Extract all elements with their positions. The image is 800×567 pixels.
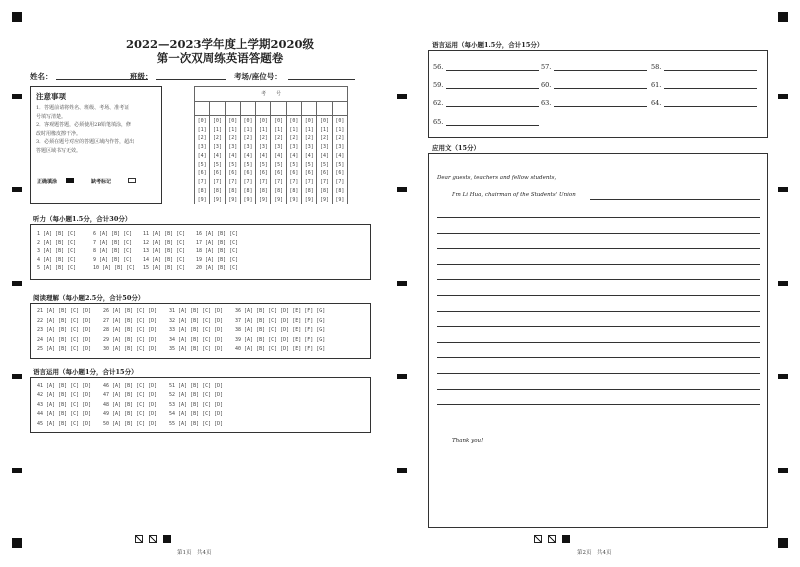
page-title-line2: 第一次双周练英语答题卷 xyxy=(156,51,284,65)
answer-item[interactable]: 5 [A] [B] [C] xyxy=(37,265,77,272)
id-digit-bubble[interactable]: [9] xyxy=(225,195,240,204)
id-digit-bubble[interactable]: [9] xyxy=(302,195,317,204)
id-digit-bubble[interactable]: [7] xyxy=(332,178,347,187)
id-digit-bubble[interactable]: [6] xyxy=(332,169,347,178)
id-digit-bubble[interactable]: [9] xyxy=(317,195,332,204)
answer-item[interactable]: 15 [A] [B] [C] xyxy=(143,265,186,272)
writing-opening: I'm Li Hua, chairman of the Students' Union xyxy=(452,192,576,198)
id-digit-bubble[interactable]: [8] xyxy=(332,186,347,195)
answer-item[interactable]: 44 [A] [B] [C] [D] xyxy=(37,411,92,418)
answer-item[interactable]: 27 [A] [B] [C] [D] xyxy=(103,317,158,324)
id-digit-bubble[interactable]: [0] xyxy=(332,116,347,125)
id-grid-header: 考 号 xyxy=(195,87,348,102)
id-digit-bubble[interactable]: [3] xyxy=(271,143,286,152)
id-digit-bubble[interactable]: [4] xyxy=(332,151,347,160)
timing-mark xyxy=(778,94,788,99)
notice-box xyxy=(30,86,162,204)
answer-item[interactable]: 16 [A] [B] [C] xyxy=(196,231,239,237)
page-number-1: 第1页 共4页 xyxy=(177,550,212,556)
id-digit-bubble[interactable]: [4] xyxy=(271,151,286,160)
id-digit-bubble[interactable]: [9] xyxy=(210,195,225,204)
id-digit-bubble[interactable]: [2] xyxy=(225,134,240,143)
id-digit-bubble[interactable]: [0] xyxy=(195,116,210,125)
id-grid-write-cell[interactable] xyxy=(225,101,240,116)
id-digit-bubble[interactable]: [6] xyxy=(195,169,210,178)
page-icon-crossed xyxy=(135,535,143,543)
id-digit-bubble[interactable]: [4] xyxy=(195,151,210,160)
fill-blank-number: 60. xyxy=(541,81,552,89)
correct-fill-sample xyxy=(66,178,74,183)
writing-salutation: Dear guests, teachers and fellow students， xyxy=(437,175,560,181)
id-digit-bubble[interactable]: [8] xyxy=(317,186,332,195)
id-digit-bubble[interactable]: [1] xyxy=(302,125,317,134)
answer-item[interactable]: 38 [A] [B] [C] [D] [E] [F] [G] xyxy=(235,327,326,334)
fill-blank-line[interactable] xyxy=(446,99,539,107)
id-digit-bubble[interactable]: [4] xyxy=(210,151,225,160)
timing-mark xyxy=(12,94,22,99)
writing-line[interactable] xyxy=(437,404,760,405)
writing-label: 应用文（15分） xyxy=(432,144,481,152)
id-digit-bubble[interactable]: [1] xyxy=(332,125,347,134)
id-grid-write-cell[interactable] xyxy=(317,101,332,116)
answer-item[interactable]: 14 [A] [B] [C] xyxy=(143,256,186,263)
id-digit-bubble[interactable]: [1] xyxy=(286,125,301,134)
id-digit-bubble[interactable]: [7] xyxy=(302,178,317,187)
id-digit-bubble[interactable]: [5] xyxy=(317,160,332,169)
id-digit-bubble[interactable]: [0] xyxy=(225,116,240,125)
page-icon-crossed xyxy=(149,535,157,543)
answer-item[interactable]: 26 [A] [B] [C] [D] xyxy=(103,308,158,314)
answer-column xyxy=(103,308,157,356)
id-digit-bubble[interactable]: [0] xyxy=(271,116,286,125)
id-digit-bubble[interactable]: [9] xyxy=(332,195,347,204)
writing-line[interactable] xyxy=(437,295,760,296)
answer-column xyxy=(235,308,325,356)
id-digit-bubble[interactable]: [9] xyxy=(195,195,210,204)
answer-item[interactable]: 54 [A] [B] [C] [D] xyxy=(169,411,224,418)
id-digit-bubble[interactable]: [1] xyxy=(317,125,332,134)
id-digit-bubble[interactable]: [5] xyxy=(225,160,240,169)
fill-blank-number: 58. xyxy=(651,63,662,71)
id-digit-bubble[interactable]: [8] xyxy=(195,186,210,195)
id-digit-bubble[interactable]: [3] xyxy=(240,143,255,152)
id-digit-bubble[interactable]: [8] xyxy=(302,186,317,195)
answer-item[interactable]: 55 [A] [B] [C] [D] xyxy=(169,420,224,427)
answer-item[interactable]: 17 [A] [B] [C] xyxy=(196,239,239,246)
answer-item[interactable]: 53 [A] [B] [C] [D] xyxy=(169,401,224,408)
answer-item[interactable]: 8 [A] [B] [C] xyxy=(93,248,133,255)
registration-mark xyxy=(12,12,22,22)
answer-column xyxy=(103,383,157,430)
answer-item[interactable]: 42 [A] [B] [C] [D] xyxy=(37,392,92,399)
id-digit-bubble[interactable]: [9] xyxy=(240,195,255,204)
id-digit-bubble[interactable]: [4] xyxy=(225,151,240,160)
answer-item[interactable]: 50 [A] [B] [C] [D] xyxy=(103,420,158,427)
absent-mark-label: 缺考标记 xyxy=(91,179,112,185)
id-digit-bubble[interactable]: [6] xyxy=(317,169,332,178)
answer-item[interactable]: 49 [A] [B] [C] [D] xyxy=(103,411,158,418)
answer-column xyxy=(37,231,76,274)
answer-item[interactable]: 46 [A] [B] [C] [D] xyxy=(103,383,158,389)
id-digit-bubble[interactable]: [6] xyxy=(256,169,271,178)
reading-label: 阅读理解（每小题2.5分，合计50分） xyxy=(33,294,145,302)
fill-blank-line[interactable] xyxy=(446,63,539,71)
timing-mark xyxy=(397,374,407,379)
id-digit-bubble[interactable]: [6] xyxy=(210,169,225,178)
id-digit-bubble[interactable]: [1] xyxy=(256,125,271,134)
writing-line[interactable] xyxy=(437,373,760,374)
writing-line[interactable] xyxy=(437,279,760,280)
id-digit-bubble[interactable]: [2] xyxy=(195,134,210,143)
id-digit-bubble[interactable]: [2] xyxy=(332,134,347,143)
id-grid-write-cell[interactable] xyxy=(286,101,301,116)
id-digit-bubble[interactable]: [7] xyxy=(271,178,286,187)
timing-mark xyxy=(397,468,407,473)
answer-item[interactable]: 52 [A] [B] [C] [D] xyxy=(169,392,224,399)
id-digit-bubble[interactable]: [8] xyxy=(286,186,301,195)
language-use-2-box xyxy=(428,50,768,138)
writing-line[interactable] xyxy=(437,217,760,218)
correct-fill-label: 正确填涂 xyxy=(37,179,58,185)
answer-item[interactable]: 25 [A] [B] [C] [D] xyxy=(37,346,92,353)
id-digit-bubble[interactable]: [8] xyxy=(271,186,286,195)
id-digit-bubble[interactable]: [5] xyxy=(302,160,317,169)
timing-mark xyxy=(778,187,788,192)
answer-item[interactable]: 11 [A] [B] [C] xyxy=(143,231,186,237)
timing-mark xyxy=(397,187,407,192)
answer-item[interactable]: 37 [A] [B] [C] [D] [E] [F] [G] xyxy=(235,317,326,324)
timing-mark xyxy=(778,281,788,286)
id-digit-bubble[interactable]: [1] xyxy=(271,125,286,134)
language-use-1-answer-box xyxy=(30,377,371,433)
id-digit-bubble[interactable]: [1] xyxy=(210,125,225,134)
id-digit-bubble[interactable]: [5] xyxy=(286,160,301,169)
id-digit-bubble[interactable]: [3] xyxy=(332,143,347,152)
id-digit-bubble[interactable]: [9] xyxy=(256,195,271,204)
id-digit-bubble[interactable]: [2] xyxy=(317,134,332,143)
id-digit-bubble[interactable]: [8] xyxy=(225,186,240,195)
answer-item[interactable]: 28 [A] [B] [C] [D] xyxy=(103,327,158,334)
language-use-2-label: 语言运用（每小题1.5分，合计15分） xyxy=(432,41,544,49)
notice-text: 1．答题前请将姓名、班级、考场、准考证 号填写清楚。 2．客观题答题，必须使用2B铅笔填涂，修 改时用橡皮擦干净。 3．必须在题号对应的答题区域内作答，超出 答题区域书写无效。 xyxy=(36,105,135,154)
answer-item[interactable]: 18 [A] [B] [C] xyxy=(196,248,239,255)
id-digit-bubble[interactable]: [8] xyxy=(210,186,225,195)
answer-item[interactable]: 23 [A] [B] [C] [D] xyxy=(37,327,92,334)
timing-mark xyxy=(12,468,22,473)
id-digit-bubble[interactable]: [4] xyxy=(302,151,317,160)
id-digit-bubble[interactable]: [5] xyxy=(271,160,286,169)
id-digit-bubble[interactable]: [5] xyxy=(195,160,210,169)
id-digit-bubble[interactable]: [7] xyxy=(256,178,271,187)
writing-line[interactable] xyxy=(437,342,760,343)
writing-line[interactable] xyxy=(437,264,760,265)
id-digit-bubble[interactable]: [6] xyxy=(271,169,286,178)
fill-blank-number: 61. xyxy=(651,81,662,89)
id-digit-bubble[interactable]: [2] xyxy=(240,134,255,143)
answer-item[interactable]: 3 [A] [B] [C] xyxy=(37,248,77,255)
id-digit-bubble[interactable]: [6] xyxy=(240,169,255,178)
name-label: 姓名： xyxy=(30,72,53,81)
page-icon-crossed xyxy=(534,535,542,543)
answer-item[interactable]: 24 [A] [B] [C] [D] xyxy=(37,336,92,343)
id-digit-bubble[interactable]: [1] xyxy=(240,125,255,134)
registration-mark xyxy=(778,12,788,22)
notice-title: 注意事项 xyxy=(36,92,66,101)
answer-column xyxy=(169,308,223,356)
answer-item[interactable]: 13 [A] [B] [C] xyxy=(143,248,186,255)
timing-mark xyxy=(778,468,788,473)
id-digit-bubble[interactable]: [7] xyxy=(240,178,255,187)
answer-item[interactable]: 41 [A] [B] [C] [D] xyxy=(37,383,92,389)
fill-blank-line[interactable] xyxy=(554,63,647,71)
answer-item[interactable]: 12 [A] [B] [C] xyxy=(143,239,186,246)
id-digit-bubble[interactable]: [7] xyxy=(286,178,301,187)
id-digit-bubble[interactable]: [0] xyxy=(240,116,255,125)
answer-item[interactable]: 43 [A] [B] [C] [D] xyxy=(37,401,92,408)
id-digit-bubble[interactable]: [0] xyxy=(210,116,225,125)
answer-item[interactable]: 51 [A] [B] [C] [D] xyxy=(169,383,224,389)
room-seat-label: 考场/座位号： xyxy=(234,72,282,81)
id-grid-write-cell[interactable] xyxy=(271,101,286,116)
timing-mark xyxy=(397,281,407,286)
absent-mark-checkbox[interactable] xyxy=(128,178,136,183)
id-grid-write-cell[interactable] xyxy=(210,101,225,116)
exam-id-grid xyxy=(194,86,348,204)
id-digit-bubble[interactable]: [8] xyxy=(256,186,271,195)
id-digit-bubble[interactable]: [0] xyxy=(286,116,301,125)
answer-item[interactable]: 33 [A] [B] [C] [D] xyxy=(169,327,224,334)
registration-mark xyxy=(778,538,788,548)
answer-column xyxy=(37,308,91,356)
id-grid-write-cell[interactable] xyxy=(332,101,347,116)
id-digit-bubble[interactable]: [8] xyxy=(240,186,255,195)
fill-blank-number: 64. xyxy=(651,99,662,107)
fill-blank-number: 63. xyxy=(541,99,552,107)
id-digit-bubble[interactable]: [2] xyxy=(302,134,317,143)
page-title-line1: 2022—2023学年度上学期2020级 xyxy=(125,37,315,51)
id-digit-bubble[interactable]: [2] xyxy=(271,134,286,143)
id-digit-bubble[interactable]: [9] xyxy=(286,195,301,204)
timing-mark xyxy=(778,374,788,379)
fill-blank-line[interactable] xyxy=(554,99,647,107)
id-digit-bubble[interactable]: [0] xyxy=(302,116,317,125)
page-number-2: 第2页 共4页 xyxy=(577,550,612,556)
answer-item[interactable]: 39 [A] [B] [C] [D] [E] [F] [G] xyxy=(235,336,326,343)
writing-closing: Thank you! xyxy=(452,438,484,444)
answer-item[interactable]: 34 [A] [B] [C] [D] xyxy=(169,336,224,343)
answer-column xyxy=(37,383,91,430)
id-digit-bubble[interactable]: [3] xyxy=(256,143,271,152)
answer-item[interactable]: 31 [A] [B] [C] [D] xyxy=(169,308,224,314)
registration-mark xyxy=(12,538,22,548)
id-digit-bubble[interactable]: [5] xyxy=(240,160,255,169)
answer-item[interactable]: 2 [A] [B] [C] xyxy=(37,239,77,246)
writing-line[interactable] xyxy=(437,233,760,234)
id-digit-bubble[interactable]: [7] xyxy=(225,178,240,187)
writing-line[interactable] xyxy=(437,357,760,358)
answer-item[interactable]: 1 [A] [B] [C] xyxy=(37,231,77,237)
id-grid-write-cell[interactable] xyxy=(302,101,317,116)
timing-mark xyxy=(12,374,22,379)
id-digit-bubble[interactable]: [5] xyxy=(256,160,271,169)
fill-blank-line[interactable] xyxy=(664,99,757,107)
language-use-1-label: 语言运用（每小题1分，合计15分） xyxy=(33,368,138,376)
fill-blank-number: 56. xyxy=(433,63,444,71)
writing-line[interactable] xyxy=(437,326,760,327)
answer-column xyxy=(93,231,135,274)
answer-column xyxy=(196,231,238,274)
id-grid-write-cell[interactable] xyxy=(256,101,271,116)
answer-column xyxy=(169,383,223,430)
answer-item[interactable]: 10 [A] [B] [C] xyxy=(93,265,136,272)
id-digit-bubble[interactable]: [7] xyxy=(210,178,225,187)
id-digit-bubble[interactable]: [5] xyxy=(210,160,225,169)
id-digit-bubble[interactable]: [0] xyxy=(317,116,332,125)
id-digit-bubble[interactable]: [0] xyxy=(256,116,271,125)
fill-blank-line[interactable] xyxy=(554,81,647,89)
id-digit-bubble[interactable]: [7] xyxy=(317,178,332,187)
answer-item[interactable]: 35 [A] [B] [C] [D] xyxy=(169,346,224,353)
answer-item[interactable]: 32 [A] [B] [C] [D] xyxy=(169,317,224,324)
fill-blank-line[interactable] xyxy=(664,81,757,89)
id-grid-write-cell[interactable] xyxy=(240,101,255,116)
answer-item[interactable]: 48 [A] [B] [C] [D] xyxy=(103,401,158,408)
class-field[interactable] xyxy=(156,71,226,80)
id-digit-bubble[interactable]: [4] xyxy=(286,151,301,160)
answer-item[interactable]: 40 [A] [B] [C] [D] [E] [F] [G] xyxy=(235,346,326,353)
id-digit-bubble[interactable]: [3] xyxy=(302,143,317,152)
id-digit-bubble[interactable]: [9] xyxy=(271,195,286,204)
id-digit-bubble[interactable]: [4] xyxy=(317,151,332,160)
id-digit-bubble[interactable]: [6] xyxy=(302,169,317,178)
answer-item[interactable]: 6 [A] [B] [C] xyxy=(93,231,133,237)
writing-box xyxy=(428,153,768,528)
answer-item[interactable]: 4 [A] [B] [C] xyxy=(37,256,77,263)
answer-item[interactable]: 29 [A] [B] [C] [D] xyxy=(103,336,158,343)
timing-mark xyxy=(397,94,407,99)
listening-label: 听力（每小题1.5分，合计30分） xyxy=(33,215,132,223)
writing-first-line[interactable] xyxy=(590,199,760,200)
id-digit-bubble[interactable]: [3] xyxy=(210,143,225,152)
answer-item[interactable]: 47 [A] [B] [C] [D] xyxy=(103,392,158,399)
answer-item[interactable]: 7 [A] [B] [C] xyxy=(93,239,133,246)
answer-item[interactable]: 20 [A] [B] [C] xyxy=(196,265,239,272)
info-row xyxy=(30,71,370,81)
room-seat-field[interactable] xyxy=(288,71,355,80)
answer-item[interactable]: 9 [A] [B] [C] xyxy=(93,256,133,263)
id-digit-bubble[interactable]: [7] xyxy=(195,178,210,187)
answer-item[interactable]: 22 [A] [B] [C] [D] xyxy=(37,317,92,324)
page-icon-filled xyxy=(562,535,570,543)
id-digit-bubble[interactable]: [2] xyxy=(210,134,225,143)
fill-blank-number: 57. xyxy=(541,63,552,71)
answer-column xyxy=(143,231,185,274)
writing-line[interactable] xyxy=(437,311,760,312)
id-digit-bubble[interactable]: [3] xyxy=(286,143,301,152)
fill-blank-number: 65. xyxy=(433,118,444,126)
id-digit-bubble[interactable]: [1] xyxy=(195,125,210,134)
page-icon-crossed xyxy=(548,535,556,543)
fill-blank-number: 62. xyxy=(433,99,444,107)
writing-line[interactable] xyxy=(437,389,760,390)
page-icon-filled xyxy=(163,535,171,543)
id-digit-bubble[interactable]: [1] xyxy=(225,125,240,134)
answer-item[interactable]: 45 [A] [B] [C] [D] xyxy=(37,420,92,427)
id-digit-bubble[interactable]: [4] xyxy=(240,151,255,160)
answer-item[interactable]: 21 [A] [B] [C] [D] xyxy=(37,308,92,314)
id-digit-bubble[interactable]: [3] xyxy=(195,143,210,152)
id-digit-bubble[interactable]: [4] xyxy=(256,151,271,160)
fill-blank-line[interactable] xyxy=(664,63,757,71)
fill-blank-number: 59. xyxy=(433,81,444,89)
listening-answer-box xyxy=(30,224,371,280)
id-digit-bubble[interactable]: [2] xyxy=(286,134,301,143)
id-digit-bubble[interactable]: [3] xyxy=(317,143,332,152)
answer-item[interactable]: 30 [A] [B] [C] [D] xyxy=(103,346,158,353)
reading-answer-box xyxy=(30,303,371,359)
class-label: 班级： xyxy=(130,72,153,81)
answer-item[interactable]: 19 [A] [B] [C] xyxy=(196,256,239,263)
writing-line[interactable] xyxy=(437,248,760,249)
fill-blank-line[interactable] xyxy=(446,118,539,126)
timing-mark xyxy=(12,187,22,192)
fill-blank-line[interactable] xyxy=(446,81,539,89)
id-digit-bubble[interactable]: [6] xyxy=(286,169,301,178)
id-digit-bubble[interactable]: [3] xyxy=(225,143,240,152)
timing-mark xyxy=(12,281,22,286)
id-digit-bubble[interactable]: [2] xyxy=(256,134,271,143)
id-digit-bubble[interactable]: [6] xyxy=(225,169,240,178)
answer-item[interactable]: 36 [A] [B] [C] [D] [E] [F] [G] xyxy=(235,308,326,314)
id-grid-write-cell[interactable] xyxy=(195,101,210,116)
id-digit-bubble[interactable]: [5] xyxy=(332,160,347,169)
